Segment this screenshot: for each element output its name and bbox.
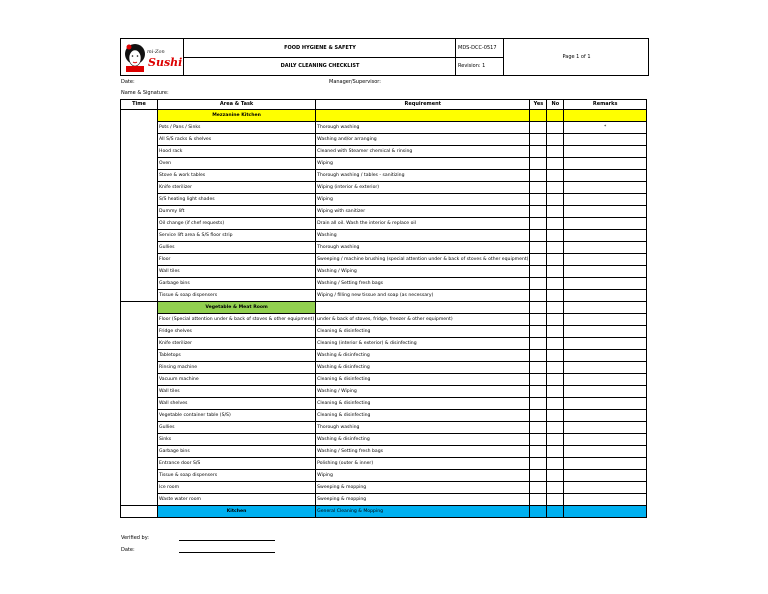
yes-checkbox-cell[interactable] xyxy=(530,278,547,290)
section-req-cell xyxy=(316,110,530,122)
no-checkbox-cell[interactable] xyxy=(547,134,564,146)
task-area: Service lift area & S/S floor strip xyxy=(158,230,316,242)
task-requirement: Thorough washing / tables - sanitizing xyxy=(316,170,530,182)
table-row xyxy=(121,182,647,194)
yes-checkbox-cell[interactable] xyxy=(530,482,547,494)
col-no: No xyxy=(547,100,564,110)
remarks-cell[interactable] xyxy=(564,194,647,206)
table-row xyxy=(121,242,647,254)
remarks-cell[interactable] xyxy=(564,350,647,362)
section-header-row xyxy=(121,302,647,314)
yes-checkbox-cell[interactable] xyxy=(530,470,547,482)
task-requirement: Washing & disinfecting xyxy=(316,350,530,362)
yes-checkbox-cell[interactable] xyxy=(530,254,547,266)
remarks-cell[interactable] xyxy=(564,266,647,278)
task-area: All S/S racks & shelves xyxy=(158,134,316,146)
date-label: Date: xyxy=(121,79,135,85)
table-row xyxy=(121,134,647,146)
remarks-cell[interactable] xyxy=(564,278,647,290)
yes-checkbox-cell[interactable] xyxy=(530,182,547,194)
task-area: Wall tiles xyxy=(158,386,316,398)
time-cell[interactable] xyxy=(121,506,158,518)
yes-checkbox-cell[interactable] xyxy=(530,170,547,182)
no-checkbox-cell[interactable] xyxy=(547,146,564,158)
task-requirement: Cleaning & disinfecting xyxy=(316,410,530,422)
table-row xyxy=(121,446,647,458)
table-row xyxy=(121,170,647,182)
col-area-task: Area & Task xyxy=(158,100,316,110)
task-requirement: Sweeping & mopping xyxy=(316,494,530,506)
task-requirement: under & back of stoves, fridge, freezer & other equipment) xyxy=(316,314,530,326)
table-row xyxy=(121,290,647,302)
section-yes-cell xyxy=(530,110,547,122)
verified-by-line[interactable] xyxy=(179,540,275,541)
task-area: Stove & work tables xyxy=(158,170,316,182)
section-no-cell xyxy=(547,302,564,314)
task-area: Oven xyxy=(158,158,316,170)
task-area: Hood rack xyxy=(158,146,316,158)
task-area: Pots / Pans / Sinks xyxy=(158,122,316,134)
task-requirement: General Cleaning & Mopping xyxy=(316,506,530,518)
task-requirement: Drain all oil. Wash the interior & replace oil xyxy=(316,218,530,230)
remarks-cell[interactable] xyxy=(564,182,647,194)
page-number: Page 1 of 1 xyxy=(562,54,591,60)
remarks-cell[interactable] xyxy=(564,230,647,242)
no-checkbox-cell[interactable] xyxy=(547,182,564,194)
table-row xyxy=(121,350,647,362)
task-requirement: Cleaned with Steamer chemical & rinsing xyxy=(316,146,530,158)
task-area: Tissue & soap dispensers xyxy=(158,290,316,302)
section-yes-cell xyxy=(530,302,547,314)
task-requirement: Washing / Setting fresh bags xyxy=(316,446,530,458)
revision-number: Revision: 1 xyxy=(458,63,486,69)
no-checkbox-cell[interactable] xyxy=(547,218,564,230)
task-area: Floor (Special attention under & back of stoves & other equipment) xyxy=(158,314,316,326)
task-area: Waste water room xyxy=(158,494,316,506)
table-row xyxy=(121,398,647,410)
remarks-cell[interactable] xyxy=(564,242,647,254)
task-area: Wall shelves xyxy=(158,398,316,410)
remarks-cell[interactable] xyxy=(564,422,647,434)
no-checkbox-cell[interactable] xyxy=(547,386,564,398)
task-requirement: Washing / Setting fresh bags xyxy=(316,278,530,290)
remarks-cell[interactable] xyxy=(564,458,647,470)
section-no-cell xyxy=(547,110,564,122)
col-requirement: Requirement xyxy=(316,100,530,110)
time-cell[interactable] xyxy=(121,302,158,506)
task-requirement: Washing & disinfecting xyxy=(316,362,530,374)
table-row xyxy=(121,338,647,350)
revision-cell xyxy=(455,57,504,75)
no-checkbox-cell[interactable] xyxy=(547,398,564,410)
svg-text:Sushi: Sushi xyxy=(148,56,183,69)
section-title: Mezzanine Kitchen xyxy=(158,110,316,122)
task-requirement: Washing / Wiping xyxy=(316,266,530,278)
no-checkbox-cell[interactable] xyxy=(547,314,564,326)
yes-checkbox-cell[interactable] xyxy=(530,146,547,158)
task-requirement: Sweeping / machine brushing (special attention under & back of stoves & other equipment) xyxy=(316,254,530,266)
no-checkbox-cell[interactable] xyxy=(547,374,564,386)
task-area: Tabletops xyxy=(158,350,316,362)
task-requirement: Cleaning (interior & exterior) & disinfecting xyxy=(316,338,530,350)
remarks-cell[interactable] xyxy=(564,158,647,170)
table-row xyxy=(121,482,647,494)
yes-checkbox-cell[interactable] xyxy=(530,338,547,350)
task-area: Knife sterilizer xyxy=(158,338,316,350)
yes-checkbox-cell[interactable] xyxy=(530,494,547,506)
no-checkbox-cell[interactable] xyxy=(547,242,564,254)
task-area: Vacuum machine xyxy=(158,374,316,386)
task-requirement: Cleaning & disinfecting xyxy=(316,326,530,338)
no-checkbox-cell[interactable] xyxy=(547,350,564,362)
no-checkbox-cell[interactable] xyxy=(547,422,564,434)
task-area: Gullies xyxy=(158,242,316,254)
page-cell xyxy=(503,39,649,75)
remarks-cell[interactable] xyxy=(564,146,647,158)
task-area: Gullies xyxy=(158,422,316,434)
remarks-cell[interactable] xyxy=(564,314,647,326)
remarks-cell[interactable] xyxy=(564,494,647,506)
yes-checkbox-cell[interactable] xyxy=(530,506,547,518)
remarks-cell[interactable] xyxy=(564,374,647,386)
remarks-cell[interactable] xyxy=(564,326,647,338)
remarks-cell[interactable] xyxy=(564,218,647,230)
section-remarks-cell xyxy=(564,302,647,314)
table-row xyxy=(121,314,647,326)
remarks-cell[interactable] xyxy=(564,470,647,482)
kitchen-row xyxy=(121,506,647,518)
remarks-cell[interactable] xyxy=(564,290,647,302)
yes-checkbox-cell[interactable] xyxy=(530,206,547,218)
task-requirement: Wiping / filling new tissue and soap (as necessary) xyxy=(316,290,530,302)
table-row xyxy=(121,386,647,398)
yes-checkbox-cell[interactable] xyxy=(530,434,547,446)
form-title: FOOD HYGIENE & SAFETY xyxy=(284,45,356,51)
table-row xyxy=(121,266,647,278)
no-checkbox-cell[interactable] xyxy=(547,494,564,506)
col-remarks: Remarks xyxy=(564,100,647,110)
remarks-cell[interactable] xyxy=(564,434,647,446)
no-checkbox-cell[interactable] xyxy=(547,458,564,470)
no-checkbox-cell[interactable] xyxy=(547,326,564,338)
task-requirement: Thorough washing xyxy=(316,122,530,134)
task-requirement: Washing / Wiping xyxy=(316,386,530,398)
no-checkbox-cell[interactable] xyxy=(547,482,564,494)
task-area: Rinsing machine xyxy=(158,362,316,374)
yes-checkbox-cell[interactable] xyxy=(530,350,547,362)
no-checkbox-cell[interactable] xyxy=(547,158,564,170)
task-area: Tissue & soap dispensers xyxy=(158,470,316,482)
table-row xyxy=(121,218,647,230)
yes-checkbox-cell[interactable] xyxy=(530,326,547,338)
remarks-cell[interactable] xyxy=(564,362,647,374)
no-checkbox-cell[interactable] xyxy=(547,410,564,422)
task-requirement: Thorough washing xyxy=(316,422,530,434)
svg-text:mi-Zon: mi-Zon xyxy=(147,49,165,55)
no-checkbox-cell[interactable] xyxy=(547,470,564,482)
time-cell[interactable] xyxy=(121,110,158,302)
table-row xyxy=(121,122,647,134)
task-area: Entrance door S/S xyxy=(158,458,316,470)
no-checkbox-cell[interactable] xyxy=(547,206,564,218)
section-title: Kitchen xyxy=(158,506,316,518)
yes-checkbox-cell[interactable] xyxy=(530,446,547,458)
task-requirement: Wiping xyxy=(316,194,530,206)
yes-checkbox-cell[interactable] xyxy=(530,122,547,134)
task-requirement: Polishing (outer & inner) xyxy=(316,458,530,470)
remarks-cell[interactable] xyxy=(564,338,647,350)
yes-checkbox-cell[interactable] xyxy=(530,374,547,386)
no-checkbox-cell[interactable] xyxy=(547,362,564,374)
table-header-row xyxy=(121,100,647,110)
footer-date-label: Date: xyxy=(121,547,135,553)
remarks-cell[interactable] xyxy=(564,386,647,398)
no-checkbox-cell[interactable] xyxy=(547,446,564,458)
task-area: Dummy lift xyxy=(158,206,316,218)
task-requirement: Wiping (interior & exterior) xyxy=(316,182,530,194)
task-requirement: Washing xyxy=(316,230,530,242)
no-checkbox-cell[interactable] xyxy=(547,434,564,446)
task-area: Garbage bins xyxy=(158,278,316,290)
no-checkbox-cell[interactable] xyxy=(547,194,564,206)
table-row xyxy=(121,278,647,290)
no-checkbox-cell[interactable] xyxy=(547,338,564,350)
table-row xyxy=(121,230,647,242)
table-row xyxy=(121,146,647,158)
table-row xyxy=(121,254,647,266)
no-checkbox-cell[interactable] xyxy=(547,170,564,182)
no-checkbox-cell[interactable] xyxy=(547,506,564,518)
section-remarks-cell xyxy=(564,110,647,122)
task-requirement: Cleaning & disinfecting xyxy=(316,398,530,410)
task-area: Oil change (if chef requests) xyxy=(158,218,316,230)
task-area: Wall tiles xyxy=(158,266,316,278)
yes-checkbox-cell[interactable] xyxy=(530,362,547,374)
remarks-cell[interactable] xyxy=(564,134,647,146)
task-requirement: Wiping xyxy=(316,158,530,170)
mizon-sushi-logo xyxy=(121,39,183,75)
table-row xyxy=(121,194,647,206)
no-checkbox-cell[interactable] xyxy=(547,278,564,290)
task-area: S/S heating light shades xyxy=(158,194,316,206)
yes-checkbox-cell[interactable] xyxy=(530,314,547,326)
document-header xyxy=(120,38,649,76)
yes-checkbox-cell[interactable] xyxy=(530,290,547,302)
yes-checkbox-cell[interactable] xyxy=(530,422,547,434)
table-row xyxy=(121,422,647,434)
yes-checkbox-cell[interactable] xyxy=(530,158,547,170)
task-area: Vegetable container table (S/S) xyxy=(158,410,316,422)
yes-checkbox-cell[interactable] xyxy=(530,266,547,278)
table-row xyxy=(121,158,647,170)
no-checkbox-cell[interactable] xyxy=(547,230,564,242)
task-area: Knife sterilizer xyxy=(158,182,316,194)
table-row xyxy=(121,374,647,386)
yes-checkbox-cell[interactable] xyxy=(530,386,547,398)
remarks-cell[interactable] xyxy=(564,206,647,218)
table-row xyxy=(121,434,647,446)
no-checkbox-cell[interactable] xyxy=(547,122,564,134)
subtitle-cell xyxy=(183,57,456,75)
name-signature-label: Name & Signature: xyxy=(121,90,169,96)
task-area: Floor xyxy=(158,254,316,266)
remarks-cell[interactable] xyxy=(564,410,647,422)
table-row xyxy=(121,206,647,218)
table-row xyxy=(121,326,647,338)
yes-checkbox-cell[interactable] xyxy=(530,230,547,242)
verified-by-label: Verified by: xyxy=(121,535,149,541)
table-row xyxy=(121,410,647,422)
doc-code: MDS-DCC-0517 xyxy=(458,45,497,51)
col-yes: Yes xyxy=(530,100,547,110)
yes-checkbox-cell[interactable] xyxy=(530,194,547,206)
title-cell xyxy=(183,39,456,58)
table-row xyxy=(121,470,647,482)
yes-checkbox-cell[interactable] xyxy=(530,134,547,146)
task-requirement: Washing & disinfecting xyxy=(316,434,530,446)
remarks-cell[interactable] xyxy=(564,482,647,494)
col-time: Time xyxy=(121,100,158,110)
table-row xyxy=(121,362,647,374)
task-area: Ice room xyxy=(158,482,316,494)
task-requirement: Sweeping & mopping xyxy=(316,482,530,494)
yes-checkbox-cell[interactable] xyxy=(530,410,547,422)
yes-checkbox-cell[interactable] xyxy=(530,242,547,254)
task-area: Garbage bins xyxy=(158,446,316,458)
yes-checkbox-cell[interactable] xyxy=(530,398,547,410)
no-checkbox-cell[interactable] xyxy=(547,254,564,266)
yes-checkbox-cell[interactable] xyxy=(530,218,547,230)
table-row xyxy=(121,494,647,506)
section-header-row xyxy=(121,110,647,122)
no-checkbox-cell[interactable] xyxy=(547,290,564,302)
geisha-logo-icon xyxy=(121,39,183,75)
remarks-cell[interactable] xyxy=(564,254,647,266)
task-requirement: Wiping xyxy=(316,470,530,482)
remarks-cell[interactable] xyxy=(564,506,647,518)
task-requirement: Cleaning & disinfecting xyxy=(316,374,530,386)
section-title: Vegetable & Meat Room xyxy=(158,302,316,314)
task-requirement: Thorough washing xyxy=(316,242,530,254)
no-checkbox-cell[interactable] xyxy=(547,266,564,278)
footer-date-line[interactable] xyxy=(179,552,275,553)
remarks-cell[interactable]: * xyxy=(564,122,647,134)
section-req-cell xyxy=(316,302,530,314)
task-area: Fridge shelves xyxy=(158,326,316,338)
manager-label: Manager/Supervisor: xyxy=(329,79,381,85)
task-requirement: Wiping with sanitizer xyxy=(316,206,530,218)
doc-code-cell xyxy=(455,39,504,58)
remarks-cell[interactable] xyxy=(564,398,647,410)
remarks-cell[interactable] xyxy=(564,446,647,458)
form-subtitle: DAILY CLEANING CHECKLIST xyxy=(280,63,360,69)
task-requirement: Washing and/or arranging xyxy=(316,134,530,146)
yes-checkbox-cell[interactable] xyxy=(530,458,547,470)
remarks-cell[interactable] xyxy=(564,170,647,182)
task-area: Sinks xyxy=(158,434,316,446)
checklist-table xyxy=(120,99,647,518)
table-row xyxy=(121,458,647,470)
